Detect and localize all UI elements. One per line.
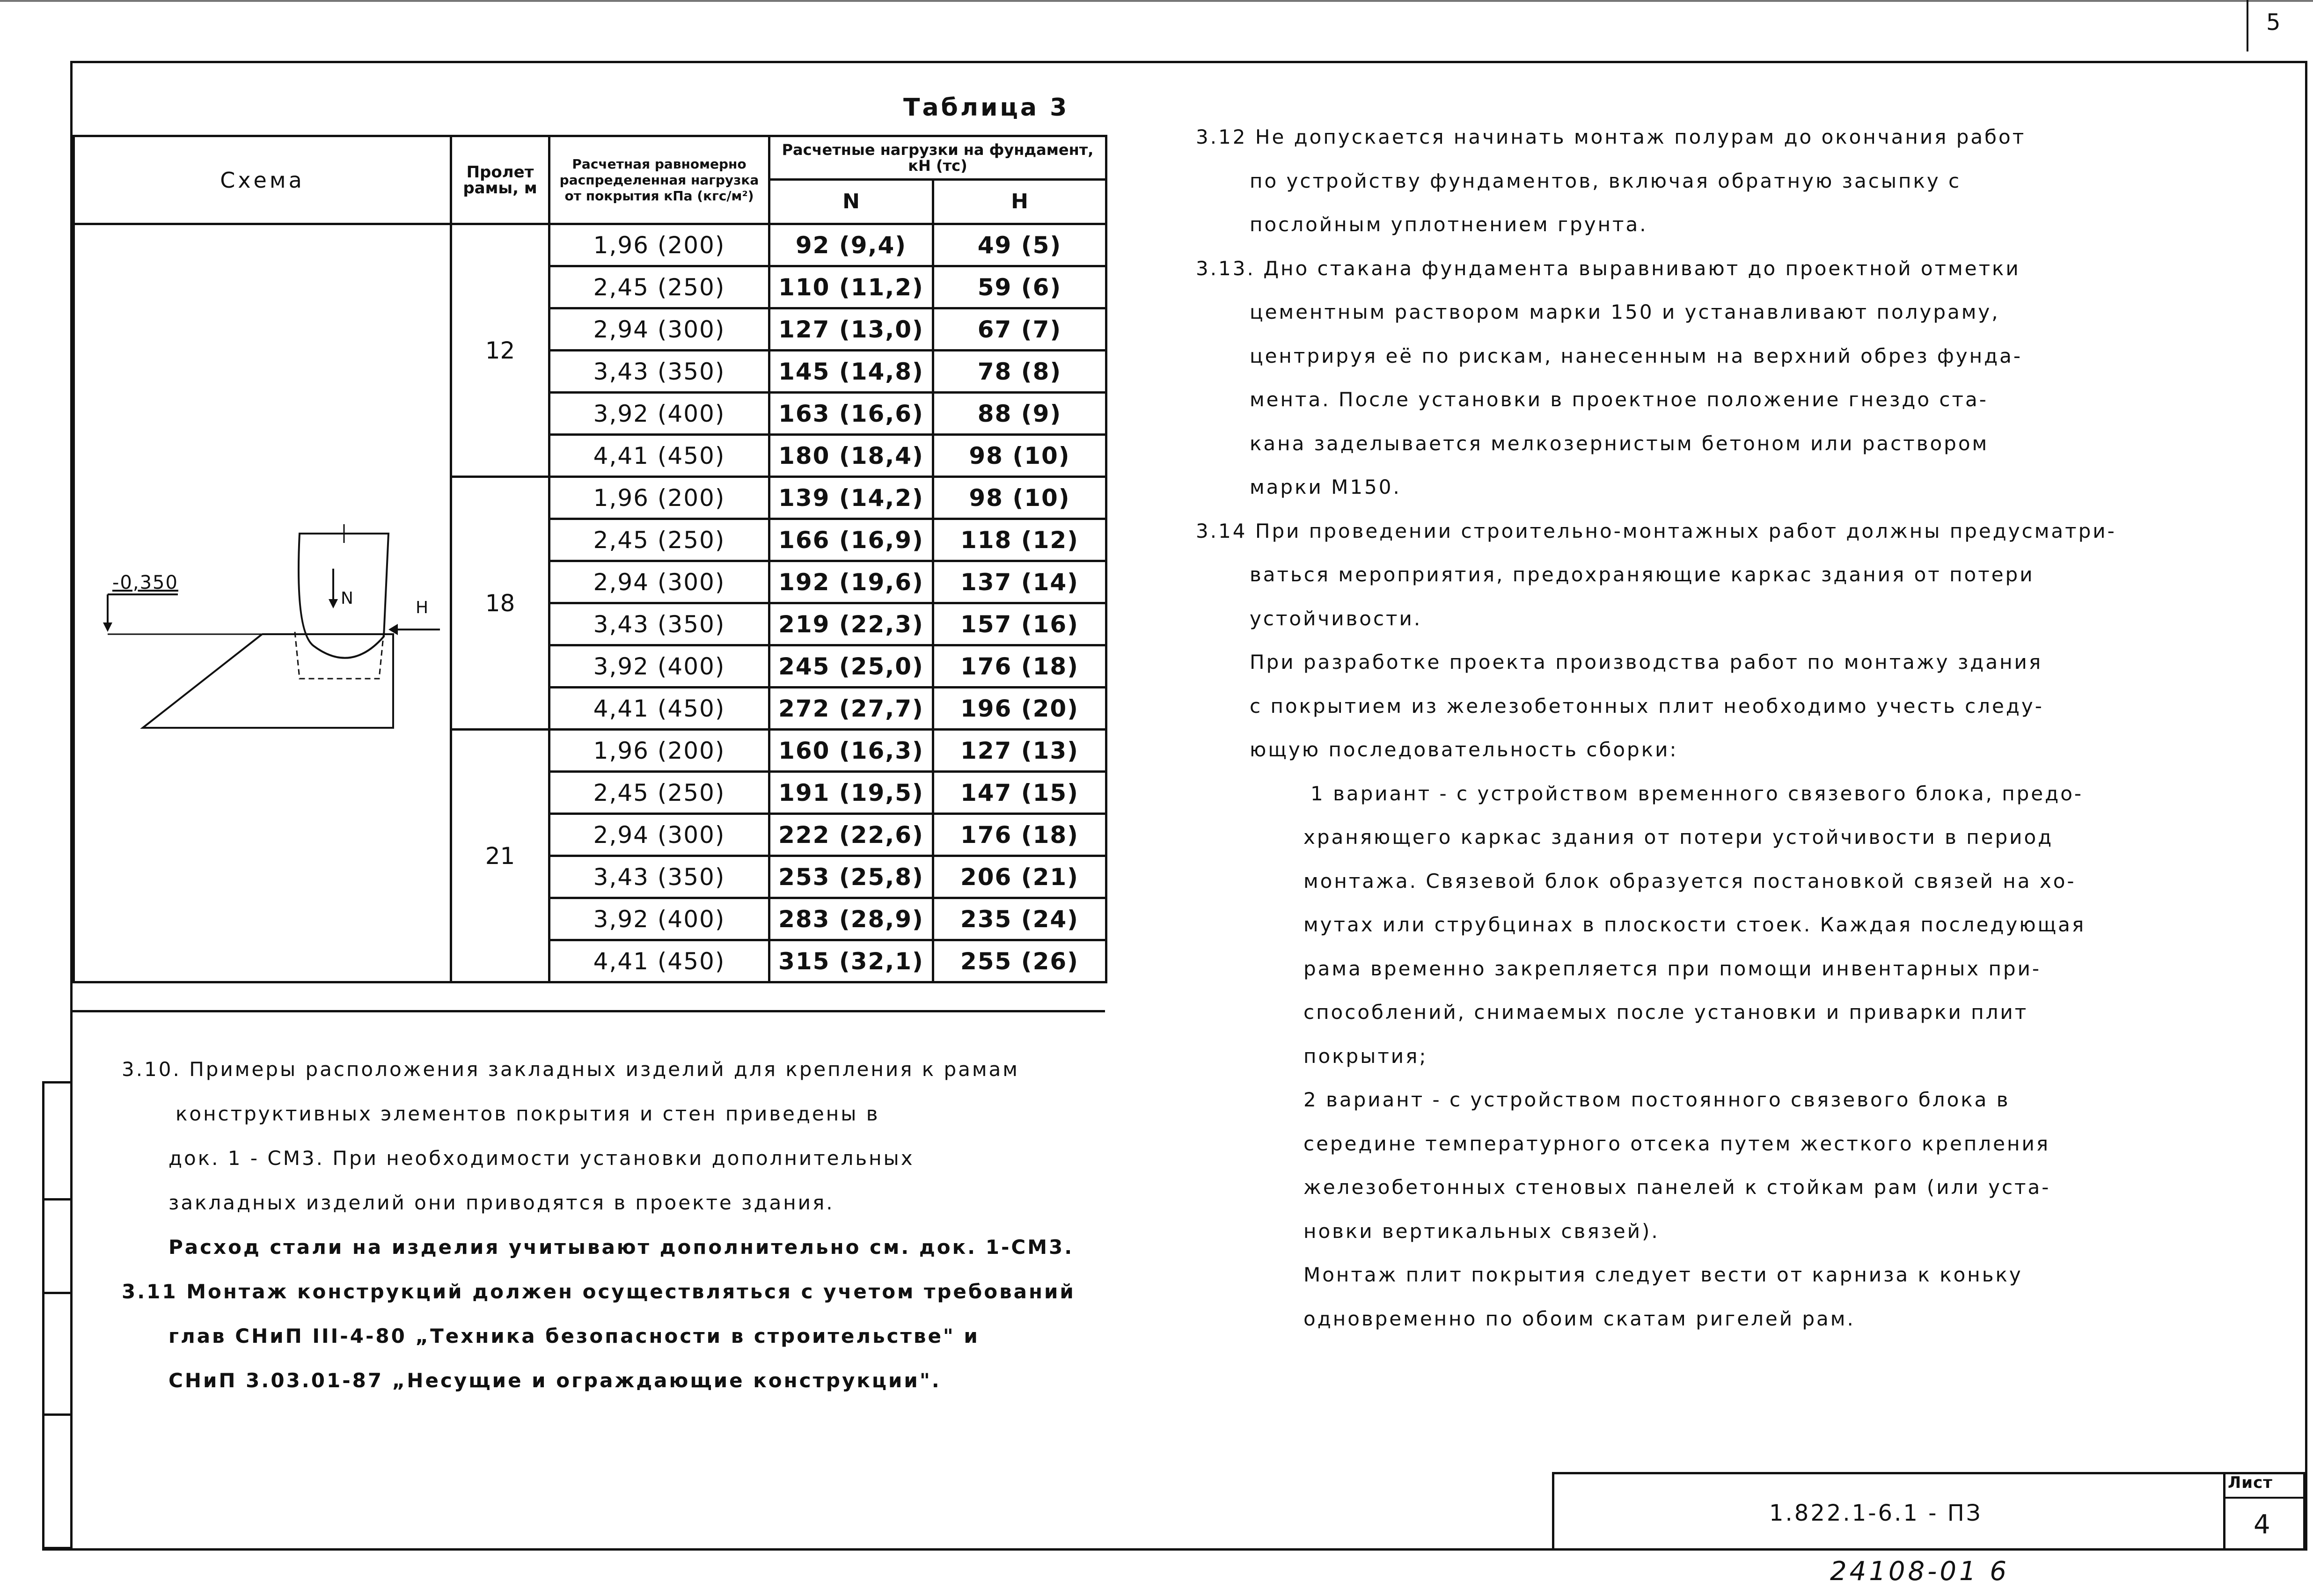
cell-h: 137 (14)	[933, 561, 1106, 603]
title-block-divider	[2223, 1472, 2225, 1551]
cell-h: 118 (12)	[933, 519, 1106, 561]
header-span	[451, 136, 549, 224]
right-text-line: храняющего каркас здания от потери устойчивости в период	[1303, 826, 2054, 849]
top-border-line	[0, 0, 2313, 2]
cell-n: 283 (28,9)	[769, 898, 933, 940]
cell-load: 4,41 (450)	[549, 688, 769, 730]
right-text-line: устойчивости.	[1250, 607, 1422, 630]
cell-load: 1,96 (200)	[549, 224, 769, 266]
cell-n: 110 (11,2)	[769, 266, 933, 308]
left-text-line: закладных изделий они приводятся в проекте здания.	[168, 1191, 834, 1214]
cell-h: 78 (8)	[933, 351, 1106, 393]
span-cell: 18	[451, 477, 549, 730]
header-foundation	[769, 136, 1106, 180]
foundation-scheme-drawing	[89, 515, 454, 749]
table-bottom-rule	[73, 1010, 1105, 1012]
cell-h: 67 (7)	[933, 308, 1106, 351]
header-load	[549, 136, 769, 224]
right-text-line: При разработке проекта производства работ по монтажу здания	[1250, 651, 2043, 674]
left-text-line: СНиП 3.03.01-87 „Несущие и ограждающие конструкции".	[168, 1369, 941, 1392]
cell-load: 1,96 (200)	[549, 477, 769, 519]
cell-load: 3,43 (350)	[549, 856, 769, 898]
cell-load: 2,45 (250)	[549, 519, 769, 561]
right-text-line: 2 вариант - с устройством постоянного связевого блока в	[1303, 1088, 2010, 1111]
cell-h: 206 (21)	[933, 856, 1106, 898]
cell-load: 2,45 (250)	[549, 266, 769, 308]
cell-load: 4,41 (450)	[549, 940, 769, 982]
cell-n: 163 (16,6)	[769, 393, 933, 435]
scheme-h-label: H	[416, 598, 431, 617]
span-cell: 21	[451, 730, 549, 982]
cell-n: 166 (16,9)	[769, 519, 933, 561]
right-text-line: одновременно по обоим скатам ригелей рам.	[1303, 1307, 1855, 1330]
right-text-line: новки вертикальных связей).	[1303, 1220, 1660, 1243]
foundation-outline	[143, 634, 393, 728]
cell-n: 253 (25,8)	[769, 856, 933, 898]
cell-n: 315 (32,1)	[769, 940, 933, 982]
binding-strip	[42, 1081, 73, 1549]
cell-h: 147 (15)	[933, 772, 1106, 814]
right-text-line: Монтаж плит покрытия следует вести от карниза к коньку	[1303, 1263, 2023, 1286]
sheet-number: 4	[2254, 1509, 2273, 1540]
table-header-row	[74, 136, 1106, 180]
cell-load: 2,45 (250)	[549, 772, 769, 814]
table-row	[74, 224, 1106, 266]
sheet-label: Лист	[2228, 1473, 2273, 1492]
right-text-line: монтажа. Связевой блок образуется постановкой связей на хо-	[1303, 870, 2076, 893]
n-arrow-head	[329, 599, 338, 608]
cell-load: 4,41 (450)	[549, 435, 769, 477]
cell-n: 180 (18,4)	[769, 435, 933, 477]
corner-box	[2247, 0, 2248, 51]
cell-h: 59 (6)	[933, 266, 1106, 308]
cell-load: 2,94 (300)	[549, 308, 769, 351]
table-title: Таблица 3	[903, 94, 1069, 122]
right-text-line: мутах или струбцинах в плоскости стоек. Каждая последующая	[1303, 913, 2086, 936]
cell-n: 219 (22,3)	[769, 603, 933, 645]
binding-divider-1	[42, 1198, 73, 1201]
cell-n: 127 (13,0)	[769, 308, 933, 351]
cell-load: 2,94 (300)	[549, 561, 769, 603]
cell-n: 92 (9,4)	[769, 224, 933, 266]
header-scheme	[74, 136, 451, 224]
left-text-line: конструктивных элементов покрытия и стен приведены в	[176, 1102, 880, 1125]
right-text-line: центрируя её по рискам, нанесенным на верхний обрез фунда-	[1250, 344, 2023, 367]
cell-load: 3,92 (400)	[549, 898, 769, 940]
right-text-line: покрытия;	[1303, 1045, 1428, 1068]
cell-h: 98 (10)	[933, 435, 1106, 477]
cell-h: 235 (24)	[933, 898, 1106, 940]
cell-n: 222 (22,6)	[769, 814, 933, 856]
binding-divider-3	[42, 1413, 73, 1416]
cell-n: 145 (14,8)	[769, 351, 933, 393]
cell-load: 3,92 (400)	[549, 393, 769, 435]
cell-h: 88 (9)	[933, 393, 1106, 435]
right-text-line: железобетонных стеновых панелей к стойкам рам (или уста-	[1303, 1176, 2051, 1199]
cell-h: 127 (13)	[933, 730, 1106, 772]
cell-h: 157 (16)	[933, 603, 1106, 645]
right-text-line: марки М150.	[1250, 476, 1401, 498]
cell-n: 191 (19,5)	[769, 772, 933, 814]
doc-code: 1.822.1-6.1 - ПЗ	[1769, 1500, 1983, 1526]
cell-h: 255 (26)	[933, 940, 1106, 982]
left-text-line: 3.11 Монтаж конструкций должен осуществляться с учетом требований	[122, 1280, 1076, 1303]
sheet-label-divider	[2223, 1497, 2307, 1499]
cell-n: 245 (25,0)	[769, 645, 933, 688]
right-text-line: мента. После установки в проектное положение гнездо ста-	[1250, 388, 1988, 411]
header-span-label: Пролет рамы, м	[463, 162, 537, 198]
right-text-line: 3.12 Не допускается начинать монтаж полурам до окончания работ	[1196, 125, 2026, 148]
right-text-line: способлений, снимаемых после установки и приварки плит	[1303, 1001, 2028, 1024]
right-text-line: 3.13. Дно стакана фундамента выравнивают до проектной отметки	[1196, 257, 2020, 280]
right-text-line: рама временно закрепляется при помощи инвентарных при-	[1303, 957, 2042, 980]
right-text-line: послойным уплотнением грунта.	[1250, 213, 1648, 236]
level-arrow	[103, 622, 112, 632]
cell-load: 3,92 (400)	[549, 645, 769, 688]
header-H	[933, 180, 1106, 224]
right-text-line: цементным раствором марки 150 и устанавливают полураму,	[1250, 300, 2000, 323]
cell-h: 176 (18)	[933, 814, 1106, 856]
left-text-line: глав СНиП III-4-80 „Техника безопасности в строительстве" и	[168, 1325, 980, 1347]
scheme-n-label: N	[341, 589, 356, 608]
right-text-line: середине температурного отсека путем жесткого крепления	[1303, 1132, 2050, 1155]
header-H-label: Н	[1011, 190, 1028, 213]
right-text-line: по устройству фундаментов, включая обратную засыпку с	[1250, 169, 1962, 192]
right-text-line: кана заделывается мелкозернистым бетоном или раствором	[1250, 432, 1989, 455]
cell-n: 192 (19,6)	[769, 561, 933, 603]
binding-divider-2	[42, 1292, 73, 1294]
sheet-corner-number: 5	[2266, 9, 2283, 36]
header-N-label: N	[842, 190, 860, 213]
header-N	[769, 180, 933, 224]
header-load-label: Расчетная равномерно распределенная нагрузка от покрытия кПа (кгс/м²)	[559, 156, 759, 204]
cell-load: 3,43 (350)	[549, 603, 769, 645]
header-scheme-label: Схема	[220, 167, 305, 193]
right-text-line: ваться мероприятия, предохраняющие каркас здания от потери	[1250, 563, 2035, 586]
right-text-line: 1 вариант - с устройством временного связевого блока, предо-	[1310, 782, 2084, 805]
cell-load: 3,43 (350)	[549, 351, 769, 393]
cell-n: 272 (27,7)	[769, 688, 933, 730]
cell-load: 1,96 (200)	[549, 730, 769, 772]
cell-h: 196 (20)	[933, 688, 1106, 730]
left-text-line: док. 1 - СМ3. При необходимости установки дополнительных	[168, 1147, 915, 1170]
span-cell: 12	[451, 224, 549, 477]
right-text-line: 3.14 При проведении строительно-монтажных работ должны предусматри-	[1196, 520, 2116, 542]
cell-n: 160 (16,3)	[769, 730, 933, 772]
right-text-line: с покрытием из железобетонных плит необходимо учесть следу-	[1250, 695, 2044, 717]
cell-n: 139 (14,2)	[769, 477, 933, 519]
left-text-line: 3.10. Примеры расположения закладных изделий для крепления к рамам	[122, 1058, 1019, 1081]
cell-load: 2,94 (300)	[549, 814, 769, 856]
cell-h: 98 (10)	[933, 477, 1106, 519]
right-text-line: ющую последовательность сборки:	[1250, 738, 1678, 761]
header-foundation-label: Расчетные нагрузки на фундамент, кН (тс)	[782, 141, 1094, 175]
scheme-level-label: -0,350	[112, 572, 178, 593]
cell-h: 176 (18)	[933, 645, 1106, 688]
cell-h: 49 (5)	[933, 224, 1106, 266]
left-text-line: Расход стали на изделия учитывают дополнительно см. док. 1-СМ3.	[168, 1236, 1074, 1259]
handwritten-archive-number: 24108-01 6	[1830, 1556, 2010, 1587]
